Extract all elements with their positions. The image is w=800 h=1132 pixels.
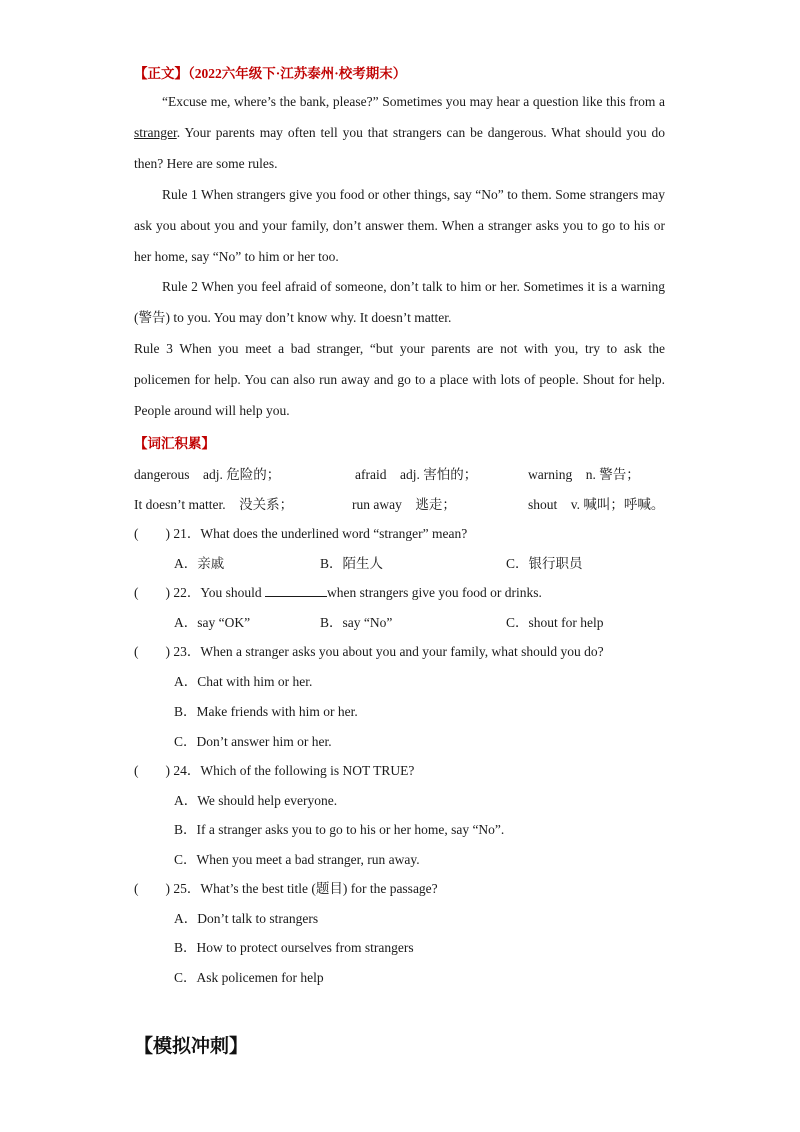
tag-label: 【正文】 [134,66,188,81]
question-23: ( ) 23．When a stranger asks you about you and your family, what should you do? [134,644,604,659]
underlined-word-stranger: stranger [134,125,177,140]
question-24: ( ) 24．Which of the following is NOT TRUE? [134,763,415,778]
vocab-heading: 【词汇积累】 [134,436,215,451]
passage-paragraph-3: Rule 2 When you feel afraid of someone, don’t talk to him or her. Sometimes it is a warning (警告) to you. You may don’t know why. It doesn’t matter. [134,279,665,325]
option-21-b: B．陌生人 [320,556,384,571]
passage-paragraph-1: “Excuse me, where’s the bank, please?” Sometimes you may hear a question like this from a stranger. Your parents may often tell you that strangers can be dangerous. What should you do then? Here are some rules. [134,94,665,171]
option-25-a: A．Don’t talk to strangers [174,911,319,926]
option-23-a: A．Chat with him or her. [174,674,313,689]
option-25-b: B．How to protect ourselves from strangers [174,940,414,955]
section-tag [134,62,406,82]
section-title: 【模拟冲刺】 [134,1035,249,1057]
passage-paragraph-4: Rule 3 When you meet a bad stranger, “but your parents are not with you, try to ask the policemen for help. You can also run away and go to a place with lots of people. Shout for help. People around will help you. [134,341,665,418]
vocab-item: It doesn’t matter. 没关系； [134,497,294,512]
option-24-b: B．If a stranger asks you to go to his or her home, say “No”. [174,822,505,837]
passage-paragraph-2: Rule 1 When strangers give you food or other things, say “No” to them. Some strangers may ask you about you and your family, don’t answer them. When a stranger asks you to go to his or her home, say “No” to him or her too. [134,187,665,264]
option-23-b: B．Make friends with him or her. [174,704,358,719]
vocab-item: shout v. 喊叫；呼喊。 [528,497,665,512]
question-22: ( ) 22．You should when strangers give you food or drinks. [134,585,542,600]
option-22-c: C．shout for help [506,615,604,630]
option-24-c: C．When you meet a bad stranger, run away. [174,852,420,867]
vocab-item: run away 逃走； [352,497,456,512]
vocab-item: dangerous adj. 危险的； [134,467,281,482]
vocab-item: afraid adj. 害怕的； [355,467,478,482]
option-23-c: C．Don’t answer him or her. [174,734,332,749]
option-22-a: A．say “OK” [174,615,251,630]
source-label: （2022六年级下·江苏泰州·校考期末） [188,66,407,81]
vocab-item: warning n. 警告； [528,467,640,482]
answer-blank [265,584,327,597]
option-24-a: A．We should help everyone. [174,793,338,808]
question-21: ( ) 21．What does the underlined word “stranger” mean? [134,526,468,541]
question-25: ( ) 25．What’s the best title (题目) for the passage? [134,881,438,896]
option-21-c: C．银行职员 [506,556,583,571]
option-22-b: B．say “No” [320,615,393,630]
option-21-a: A．亲戚 [174,556,225,571]
option-25-c: C．Ask policemen for help [174,970,324,985]
